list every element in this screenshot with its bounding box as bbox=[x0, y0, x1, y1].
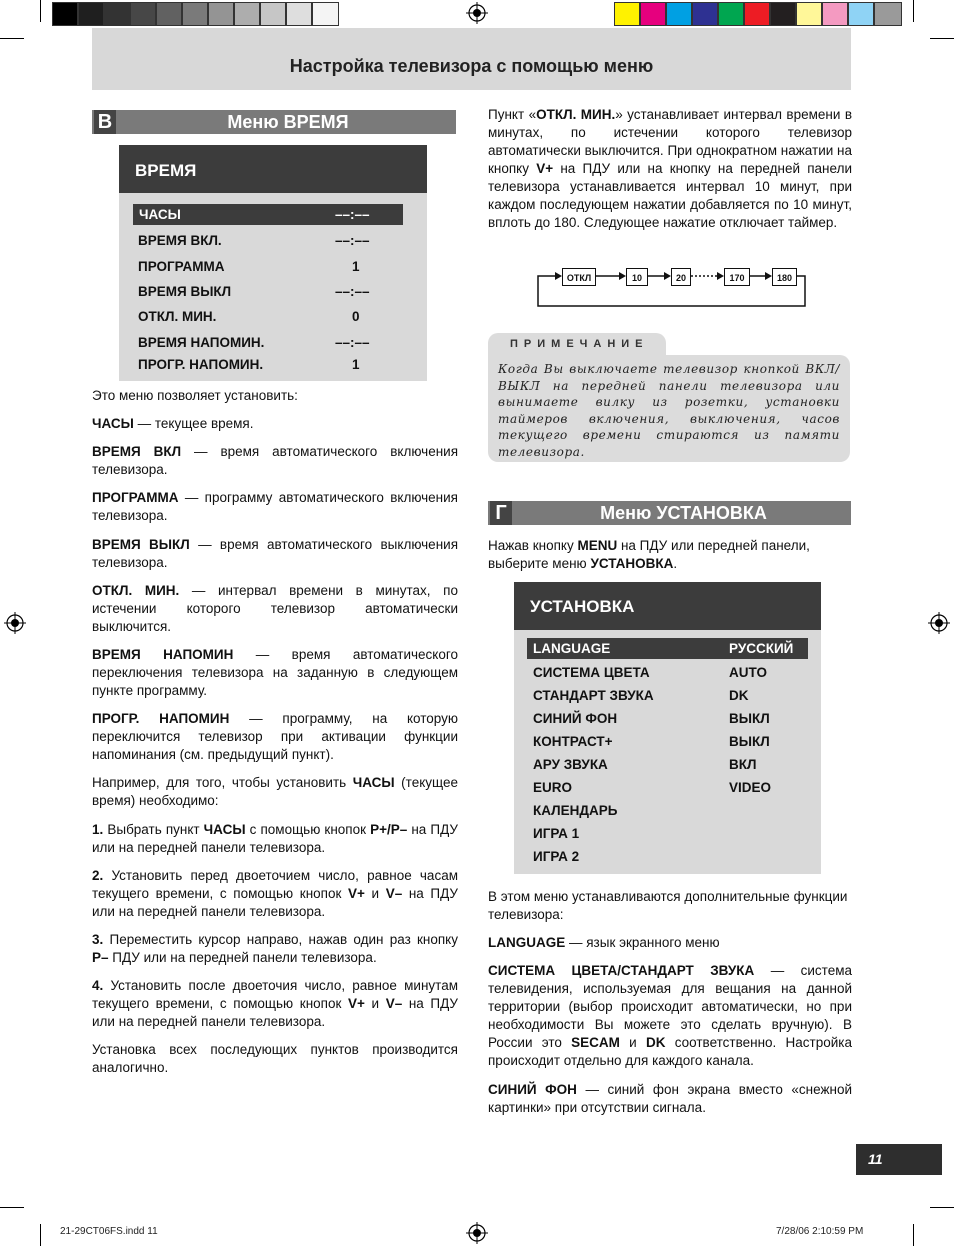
desc: — время автоматического включения телевизора. bbox=[92, 444, 459, 477]
timer-step-off: ОТКЛ bbox=[562, 268, 596, 286]
setup-menu-row[interactable] bbox=[527, 662, 808, 683]
crop-mark bbox=[913, 0, 914, 22]
color-swatch bbox=[692, 2, 718, 26]
step-number: 2. bbox=[92, 868, 104, 883]
desc: — синий фон экрана вместо «снежной картинки» при отсутствии сигнала. bbox=[488, 1082, 852, 1115]
step-text: Выбрать пункт bbox=[107, 822, 204, 837]
color-swatch bbox=[822, 2, 848, 26]
term: ЧАСЫ bbox=[92, 416, 134, 431]
section-g-title: Меню УСТАНОВКА bbox=[600, 503, 767, 523]
step-text: и bbox=[364, 996, 386, 1011]
row-label: ПРОГРАММА bbox=[138, 259, 225, 274]
setup-menu-row[interactable] bbox=[527, 754, 808, 775]
setup-menu-row[interactable] bbox=[527, 638, 808, 659]
setup-intro bbox=[488, 537, 852, 573]
timer-text: на ПДУ или на кнопку на передней панели телевизора устанавливается интервал 10 минут, при каждом последующем нажатии добавляется по 10 минут, вплоть до 180. Следующее нажатие отключает таймер. bbox=[488, 161, 852, 230]
intro-text: . bbox=[673, 556, 678, 571]
registration-mark-icon bbox=[466, 2, 488, 24]
desc-sleep bbox=[92, 582, 458, 636]
gray-swatch bbox=[156, 2, 182, 26]
step-2 bbox=[92, 867, 458, 921]
term: ПРОГР. НАПОМИН bbox=[92, 711, 230, 726]
note-label: ПРИМЕЧАНИЕ bbox=[488, 333, 666, 355]
desc-language bbox=[488, 934, 852, 952]
step-1 bbox=[92, 821, 458, 857]
desc: — время автоматического переключения телевизора на заданную в следующем пункте программу. bbox=[92, 647, 458, 698]
closing-text: Установка всех последующих пунктов производится аналогично. bbox=[92, 1042, 458, 1075]
step-number: 1. bbox=[92, 822, 104, 837]
row-value: ВЫКЛ bbox=[729, 711, 770, 726]
timer-step-170: 170 bbox=[724, 268, 750, 286]
term: ПРОГРАММА bbox=[92, 490, 179, 505]
timer-step-20: 20 bbox=[671, 268, 691, 286]
color-swatch bbox=[796, 2, 822, 26]
gray-swatch bbox=[78, 2, 104, 26]
desc: — программу автоматического включения телевизора. bbox=[92, 490, 458, 523]
section-g-letter: Г bbox=[490, 501, 512, 525]
setup-description: В этом меню устанавливаются дополнительные функции телевизора: bbox=[488, 889, 848, 922]
row-value: DK bbox=[729, 688, 749, 703]
term: ОТКЛ. МИН. bbox=[92, 583, 180, 598]
step-key: P+/P– bbox=[370, 822, 408, 837]
color-swatch bbox=[640, 2, 666, 26]
registration-mark-icon bbox=[466, 1222, 488, 1244]
color-swatch bbox=[848, 2, 874, 26]
row-value: РУССКИЙ bbox=[729, 641, 794, 656]
step-text: на ПДУ или на передней панели телевизора. bbox=[92, 822, 458, 855]
gray-swatch bbox=[234, 2, 260, 26]
arrow-icon bbox=[664, 272, 671, 280]
row-value: 0 bbox=[352, 309, 360, 324]
term: СИНИЙ ФОН bbox=[488, 1082, 577, 1097]
row-value: ––:–– bbox=[335, 284, 370, 299]
timer-step-10: 10 bbox=[626, 268, 648, 286]
color-swatch bbox=[874, 2, 902, 26]
desc-time-off bbox=[92, 536, 458, 572]
crop-mark bbox=[930, 38, 954, 39]
row-label: СИСТЕМА ЦВЕТА bbox=[533, 665, 650, 680]
desc: — время автоматического выключения телевизора. bbox=[92, 537, 458, 570]
setup-menu-row[interactable] bbox=[527, 823, 808, 844]
color-swatch bbox=[614, 2, 640, 26]
gray-swatch bbox=[208, 2, 234, 26]
step-text: Установить после двоеточия число, равное минутам текущего времени, с помощью кнопок bbox=[92, 978, 458, 1011]
step-number: 3. bbox=[92, 932, 104, 947]
step-3 bbox=[92, 931, 458, 967]
setup-menu-row[interactable] bbox=[527, 800, 808, 821]
example-post: (текущее время) необходимо: bbox=[92, 775, 458, 808]
page-title: Настройка телевизора с помощью меню bbox=[289, 56, 654, 76]
timer-text: » устанавливает интервал времени в минутах, по истечении которого телевизор автоматически выключится. При однократном нажатии на кнопку bbox=[488, 107, 852, 176]
timer-step-180: 180 bbox=[772, 268, 797, 286]
row-value: ––:–– bbox=[335, 207, 370, 222]
gray-swatch bbox=[52, 2, 78, 26]
example-text bbox=[92, 774, 458, 810]
row-label: ВРЕМЯ ВЫКЛ bbox=[138, 284, 232, 299]
step-key: V– bbox=[385, 996, 403, 1011]
row-value: VIDEO bbox=[729, 780, 772, 795]
step-text: с помощью кнопок bbox=[245, 822, 371, 837]
desc-program bbox=[92, 489, 458, 525]
term: LANGUAGE bbox=[488, 935, 566, 950]
step-text: Переместить курсор направо, нажав один раз кнопку bbox=[109, 932, 458, 947]
time-menu-title: ВРЕМЯ bbox=[119, 145, 427, 193]
arrow-icon bbox=[619, 272, 626, 280]
term: ВРЕМЯ ВЫКЛ bbox=[92, 537, 190, 552]
color-swatch bbox=[718, 2, 744, 26]
desc-system bbox=[488, 962, 852, 1070]
row-label: ПРОГР. НАПОМИН. bbox=[138, 357, 264, 372]
row-value: ВЫКЛ bbox=[729, 734, 770, 749]
registration-mark-icon bbox=[4, 612, 26, 634]
desc-blue-background bbox=[488, 1081, 852, 1117]
time-menu-row[interactable] bbox=[133, 306, 403, 327]
arrow-icon bbox=[765, 272, 772, 280]
step-key: ЧАСЫ bbox=[203, 822, 246, 837]
example-pre: Например, для того, чтобы установить bbox=[92, 775, 353, 790]
row-label: СИНИЙ ФОН bbox=[533, 711, 618, 726]
step-text: на ПДУ или на передней панели телевизора. bbox=[92, 886, 458, 919]
intro-text: Это меню позволяет установить: bbox=[92, 388, 298, 403]
gray-swatch bbox=[182, 2, 208, 26]
color-swatch bbox=[666, 2, 692, 26]
page-number: 11 bbox=[856, 1144, 942, 1175]
row-value: ––:–– bbox=[335, 233, 370, 248]
time-menu-row[interactable] bbox=[133, 332, 403, 353]
row-value: 1 bbox=[352, 357, 360, 372]
footer-file: 21-29CT06FS.indd 11 bbox=[60, 1226, 158, 1237]
section-b-title: Меню ВРЕМЯ bbox=[227, 112, 349, 132]
row-label: LANGUAGE bbox=[533, 641, 611, 656]
gray-swatch bbox=[130, 2, 156, 26]
step-text: Установить перед двоеточием число, равное часам текущего времени, с помощью кнопок bbox=[92, 868, 458, 901]
row-value: AUTO bbox=[729, 665, 768, 680]
desc-remind-time bbox=[92, 646, 458, 700]
row-label: АРУ ЗВУКА bbox=[533, 757, 608, 772]
key: DK bbox=[645, 1035, 666, 1050]
timer-description bbox=[488, 106, 852, 232]
term: ВРЕМЯ ВКЛ bbox=[92, 444, 182, 459]
step-text: и bbox=[364, 886, 386, 901]
term: ОТКЛ. МИН. bbox=[536, 107, 616, 122]
row-label: ИГРА 2 bbox=[533, 849, 580, 864]
intro-text: на ПДУ или передней панели, выберите меню bbox=[488, 538, 810, 571]
step-key: V– bbox=[385, 886, 403, 901]
row-label: СТАНДАРТ ЗВУКА bbox=[533, 688, 654, 703]
desc: — язык экранного меню bbox=[565, 935, 720, 950]
term: ВРЕМЯ НАПОМИН bbox=[92, 647, 234, 662]
color-swatch bbox=[770, 2, 796, 26]
row-label: ВРЕМЯ НАПОМИН. bbox=[138, 335, 265, 350]
step-text: на ПДУ или на передней панели телевизора. bbox=[92, 996, 458, 1029]
gray-swatch bbox=[260, 2, 286, 26]
row-label: КАЛЕНДАРЬ bbox=[533, 803, 618, 818]
note-text: Когда Вы выключаете телевизор кнопкой ВКЛ/ВЫКЛ на передней панели телевизора или вынимаете вилку из розетки, установки таймеров включения, выключения, часов текущего времени стираются из памяти телевизора. bbox=[488, 355, 850, 462]
key: V+ bbox=[536, 161, 554, 176]
step-text: ПДУ или на передней панели телевизора. bbox=[108, 950, 377, 965]
setup-menu-row[interactable] bbox=[527, 708, 808, 729]
gray-swatch bbox=[286, 2, 312, 26]
crop-mark bbox=[40, 1224, 41, 1246]
arrow-icon bbox=[555, 272, 562, 280]
desc-time-on bbox=[92, 443, 458, 479]
term: ЧАСЫ bbox=[352, 775, 395, 790]
time-menu-row[interactable] bbox=[133, 256, 403, 277]
desc: — система телевидения, используемая для вещания на данной территории (выбор происходит автоматически, но при необходимости Вы можете это сделать вручную). В России это bbox=[488, 963, 853, 1050]
gray-swatch bbox=[104, 2, 130, 26]
row-label: ЧАСЫ bbox=[139, 207, 181, 222]
crop-mark bbox=[40, 0, 41, 22]
step-key: V+ bbox=[348, 996, 365, 1011]
desc: и bbox=[619, 1035, 646, 1050]
setup-menu-row[interactable] bbox=[527, 846, 808, 867]
timer-text: Пункт « bbox=[488, 107, 537, 122]
crop-mark bbox=[0, 1207, 24, 1208]
setup-menu-row[interactable] bbox=[527, 731, 808, 752]
row-label: ОТКЛ. МИН. bbox=[138, 309, 217, 324]
crop-mark bbox=[913, 1224, 914, 1246]
arrow-icon bbox=[717, 272, 724, 280]
setup-menu-row[interactable] bbox=[527, 685, 808, 706]
step-number: 4. bbox=[92, 978, 104, 993]
step-key: P– bbox=[92, 950, 109, 965]
desc: — текущее время. bbox=[133, 416, 254, 431]
footer-date: 7/28/06 2:10:59 PM bbox=[776, 1226, 864, 1237]
row-value: ––:–– bbox=[335, 335, 370, 350]
setup-menu-row[interactable] bbox=[527, 777, 808, 798]
crop-mark bbox=[0, 38, 24, 39]
desc: — программу, на которую переключится телевизор при активации функции напоминания (см. предыдущий пункт). bbox=[92, 711, 459, 762]
time-menu-row[interactable] bbox=[133, 354, 403, 375]
key: MENU bbox=[577, 538, 618, 553]
setup-menu-title: УСТАНОВКА bbox=[514, 582, 821, 630]
time-menu-row[interactable] bbox=[133, 230, 403, 251]
time-menu-row[interactable] bbox=[133, 281, 403, 302]
crop-mark bbox=[930, 1207, 954, 1208]
gray-swatch bbox=[312, 2, 339, 26]
step-key: V+ bbox=[348, 886, 365, 901]
intro-text: Нажав кнопку bbox=[488, 538, 578, 553]
desc: соответственно. Настройка происходит отдельно для каждого канала. bbox=[488, 1035, 853, 1068]
desc-clock bbox=[92, 415, 458, 433]
step-4 bbox=[92, 977, 458, 1031]
registration-mark-icon bbox=[928, 612, 950, 634]
term: СИСТЕМА ЦВЕТА/СТАНДАРТ ЗВУКА bbox=[488, 963, 755, 978]
row-label: EURO bbox=[533, 780, 573, 795]
time-menu-row[interactable] bbox=[133, 204, 403, 225]
color-swatch bbox=[744, 2, 770, 26]
row-label: ВРЕМЯ ВКЛ. bbox=[138, 233, 222, 248]
key: SECAM bbox=[571, 1035, 620, 1050]
row-label: ИГРА 1 bbox=[533, 826, 580, 841]
row-value: 1 bbox=[352, 259, 360, 274]
desc-remind-program bbox=[92, 710, 458, 764]
key: УСТАНОВКА bbox=[590, 556, 674, 571]
desc: — интервал времени в минутах, по истечении которого телевизор автоматически выключится. bbox=[92, 583, 458, 634]
row-label: КОНТРАСТ+ bbox=[533, 734, 613, 749]
section-b-letter: В bbox=[94, 110, 116, 134]
row-value: ВКЛ bbox=[729, 757, 757, 772]
